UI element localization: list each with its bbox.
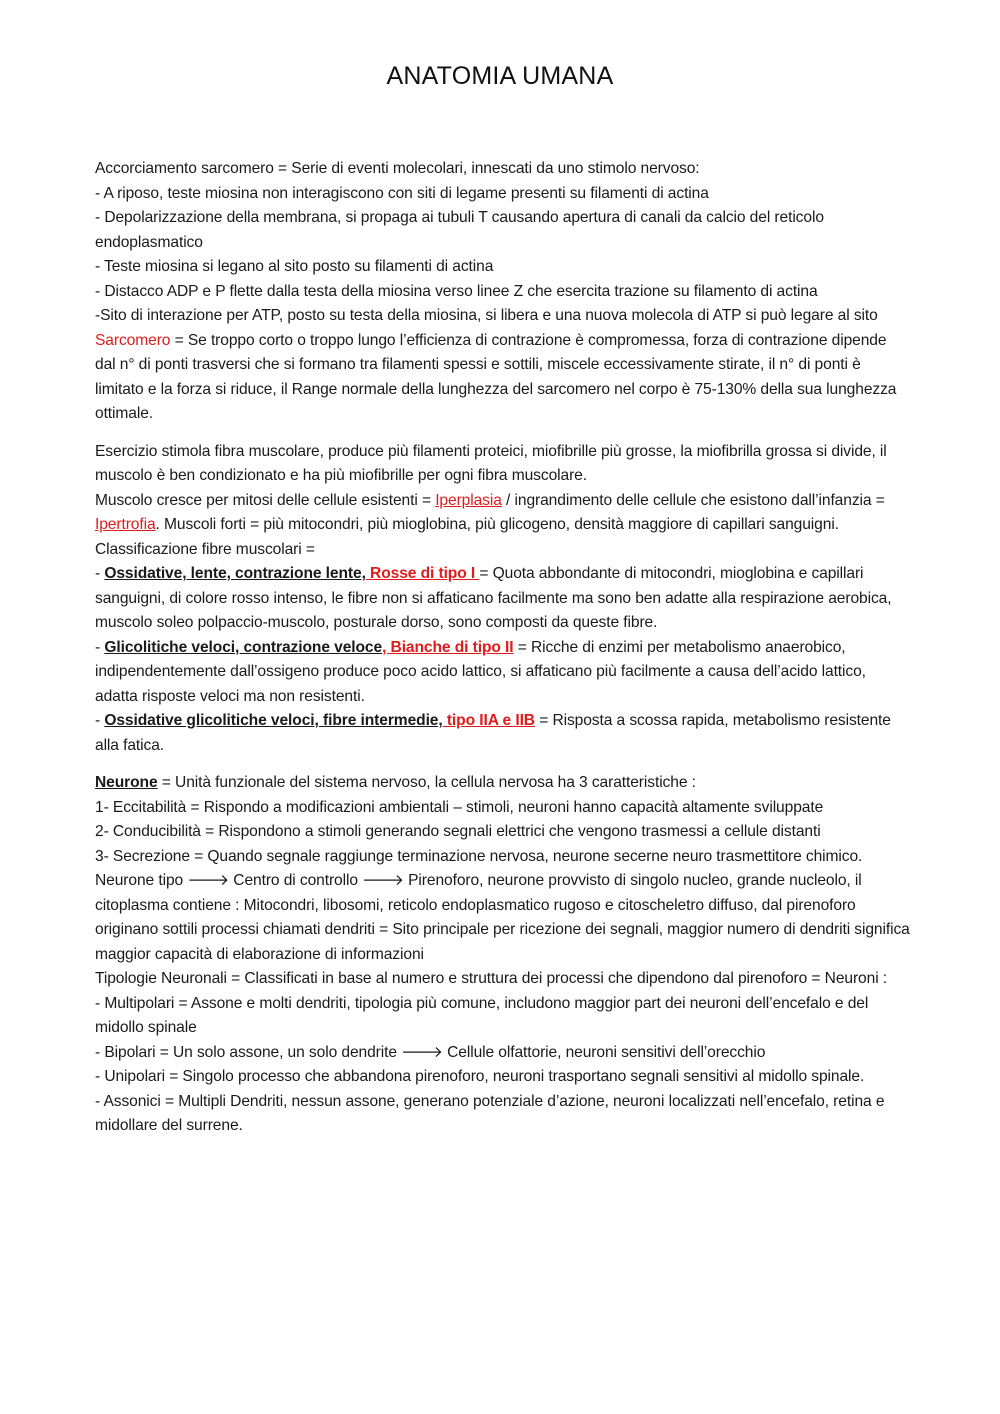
fiber-type-3-color: tipo IIA e IIB [442, 712, 535, 729]
term-neurone: Neurone [95, 774, 158, 791]
paragraph-neuron [95, 771, 910, 796]
neuron-type-text-a: Neurone tipo [95, 872, 188, 889]
arrow-right-icon: 🡒 [362, 872, 404, 889]
fiber-type-1-name: Ossidative, lente, contrazione lente, [104, 565, 366, 582]
list-item-fiber-type-iia-iib [95, 709, 910, 758]
list-item-fiber-type-1 [95, 562, 910, 636]
growth-text-c: . Muscoli forti = più mitocondri, più mioglobina, più glicogeno, densità maggiore di capillari sanguigni. [155, 516, 839, 533]
term-iperplasia: Iperplasia [435, 491, 502, 509]
fiber-type-2-name: Glicolitiche veloci, contrazione veloce [104, 638, 383, 656]
growth-text-b: / ingrandimento delle cellule che esistono dall’infanzia = [501, 491, 885, 509]
paragraph-neuron-typologies: Tipologie Neuronali = Classificati in base al numero e struttura dei processi che dipendono dal pirenoforo = Neuroni : [95, 970, 888, 987]
list-item-depolarization: - Depolarizzazione della membrana, si propaga ai tubuli T causando apertura di canali da calcio del reticolo endoplasmatico [95, 209, 824, 251]
arrow-right-icon: 🡒 [187, 872, 230, 889]
growth-text-a: Muscolo cresce per mitosi delle cellule esistenti = [95, 491, 436, 509]
fiber-type-1-text: = Quota abbondante di mitocondri, mioglobina e capillari sanguigni, di colore rosso intenso, le fibre non si affaticano facilmente ma sono ben adatte alla respirazione aerobica, muscolo soleo polpaccio-muscolo, posturale dorso, sono composti da queste fibre. [95, 565, 892, 631]
dash: - [95, 565, 105, 582]
neuron-type-text-b: Centro di controllo [229, 872, 363, 889]
fiber-type-3-text: = Risposta a scossa rapida, metabolismo resistente alla fatica. [95, 712, 891, 754]
paragraph-gap [95, 758, 910, 771]
term-ipertrofia: Ipertrofia [95, 516, 156, 533]
paragraph-muscle-growth [95, 489, 910, 538]
list-item-secretion: 3- Secrezione = Quando segnale raggiunge terminazione nervosa, neurone secerne neuro trasmettitore chimico. [95, 847, 863, 865]
paragraph-sarcomere-intro: Accorciamento sarcomero = Serie di eventi molecolari, innescati da uno stimolo nervoso: [95, 160, 700, 177]
bipolar-text-b: Cellule olfattorie, neuroni sensitivi dell’orecchio [442, 1043, 766, 1061]
list-item-multipolar: - Multipolari = Assone e molti dendriti, tipologia più comune, includono maggior part dei neuroni dell’encefalo e del midollo spinale [95, 994, 869, 1036]
sarcomere-text: = Se troppo corto o troppo lungo l’efficienza di contrazione è compromessa, forza di contrazione dipende dal n° di ponti trasversi che si formano tra filamenti spessi e sottili, miscele eccessivamente stirate, il n° di ponti è limitato e la forza si riduce, il Range normale della lunghezza del sarcomero nel corpo è 75-130% della sua lunghezza ottimale. [95, 331, 897, 422]
arrow-right-icon: 🡒 [401, 1043, 443, 1061]
list-item-atp-site: -Sito di interazione per ATP, posto su testa della miosina, si libera e una nuova molecola di ATP si può legare al sito [95, 307, 878, 324]
list-item-bipolar [95, 1041, 910, 1066]
fiber-type-1-color: Rosse di tipo I [365, 565, 480, 582]
list-item-unipolar: - Unipolari = Singolo processo che abbandona pirenoforo, neuroni trasportano segnali sensitivi al midollo spinale. [95, 1068, 865, 1085]
list-item-adp-release: - Distacco ADP e P flette dalla testa della miosina verso linee Z che esercita trazione su filamento di actina [95, 282, 818, 300]
list-item-myosin-binding: - Teste miosina si legano al sito posto su filamenti di actina [95, 258, 494, 275]
fiber-type-2-text: = Ricche di enzimi per metabolismo anaerobico, indipendentemente dall’ossigeno produce poco acido lattico, si affaticano più facilmente a causa dell’acido lattico, adatta risposte veloci ma non resistenti. [95, 638, 866, 705]
paragraph-neuron-type [95, 869, 910, 967]
list-item-excitability: 1- Eccitabilità = Rispondo a modificazioni ambientali – stimoli, neuroni hanno capacità altamente sviluppate [95, 798, 824, 816]
term-sarcomero: Sarcomero [95, 331, 171, 349]
list-item-conductivity: 2- Conducibilità = Rispondono a stimoli generando segnali elettrici che vengono trasmessi a cellule distanti [95, 823, 821, 840]
document-body [95, 157, 910, 1139]
list-item-rest: - A riposo, teste miosina non interagiscono con siti di legame presenti su filamenti di actina [95, 184, 709, 202]
dash: - [95, 712, 105, 729]
fiber-type-2-color: , Bianche di tipo II [382, 638, 514, 656]
list-item-anaxonic: - Assonici = Multipli Dendriti, nessun assone, generano potenziale d’azione, neuroni localizzati nell’encefalo, retina e midollare del surrene. [95, 1092, 885, 1134]
paragraph-fiber-classification: Classificazione fibre muscolari = [95, 540, 315, 558]
page-title: ANATOMIA UMANA [386, 62, 614, 90]
dash: - [95, 638, 105, 656]
paragraph-sarcomere [95, 329, 910, 427]
fiber-type-3-name: Ossidative glicolitiche veloci, fibre intermedie, [104, 712, 443, 729]
paragraph-exercise: Esercizio stimola fibra muscolare, produce più filamenti proteici, miofibrille più grosse, la miofibrilla grossa si divide, il muscolo è ben condizionato e ha più miofibrille per ogni fibra muscolare. [95, 442, 887, 484]
list-item-fiber-type-2 [95, 636, 910, 710]
neuron-type-text-c: Pirenoforo, neurone provvisto di singolo nucleo, grande nucleolo, il citoplasma contiene : Mitocondri, libosomi, reticolo endoplasmatico rugoso e citoscheletro diffuso, dal pirenoforo originano sottili processi chiamati dendriti = Sito principale per ricezione dei segnali, maggior numero di dendriti significa maggior capacità di elaborazione di informazioni [95, 872, 910, 963]
bipolar-text-a: - Bipolari = Un solo assone, un solo dendrite [95, 1043, 402, 1061]
neuron-text: = Unità funzionale del sistema nervoso, la cellula nervosa ha 3 caratteristiche : [157, 774, 696, 791]
paragraph-gap [95, 427, 910, 440]
